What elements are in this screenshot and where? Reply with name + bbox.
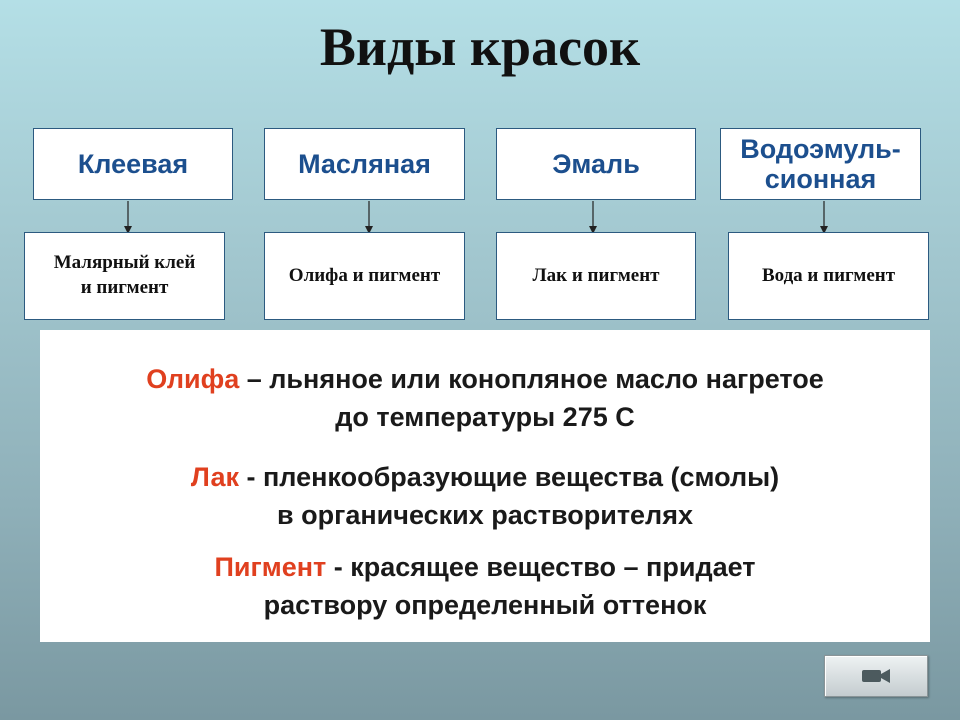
composition-line1: Олифа и пигмент xyxy=(288,264,441,286)
composition-line1: Вода и пигмент xyxy=(761,264,896,286)
definition-text: - пленкообразующие вещества (смолы) xyxy=(239,462,780,492)
composition-line1: Малярный клей xyxy=(53,252,196,274)
type-box-glue xyxy=(33,128,233,200)
type-label: Клеевая xyxy=(77,148,189,179)
definition-pigment xyxy=(40,548,930,624)
definition-term: Олифа xyxy=(146,364,240,394)
definition-line2: раствору определенный оттенок xyxy=(263,590,707,620)
composition-box-oil xyxy=(264,232,465,320)
slide-title: Виды красок xyxy=(319,17,641,77)
definition-line2: в органических растворителях xyxy=(277,500,693,530)
movie-camera-icon xyxy=(861,667,891,685)
composition-box-water-emulsion xyxy=(728,232,929,320)
type-box-oil xyxy=(264,128,465,200)
movie-nav-button[interactable] xyxy=(824,655,928,697)
type-label: Масляная xyxy=(298,148,431,179)
definition-text: – льняное или конопляное масло нагретое xyxy=(239,364,824,394)
definition-line1 xyxy=(40,458,930,496)
definition-lak xyxy=(40,458,930,534)
definition-olifa xyxy=(40,360,930,436)
type-box-water-emulsion xyxy=(720,128,921,200)
type-box-enamel xyxy=(496,128,696,200)
composition-line1: Лак и пигмент xyxy=(532,264,660,286)
definition-term: Пигмент xyxy=(214,552,327,582)
definition-text: - красящее вещество – придает xyxy=(326,552,756,582)
type-label: Эмаль xyxy=(552,148,640,179)
definition-line1 xyxy=(40,360,930,398)
composition-box-glue xyxy=(24,232,225,320)
composition-box-enamel xyxy=(496,232,696,320)
composition-line2: и пигмент xyxy=(80,277,169,298)
type-label-line1: Водоэмуль- xyxy=(740,133,901,164)
definition-line2: до температуры 275 С xyxy=(335,402,635,432)
type-label-line2: сионная xyxy=(764,164,877,194)
definitions-panel xyxy=(40,330,930,642)
definition-term: Лак xyxy=(190,462,239,492)
definition-line1 xyxy=(40,548,930,586)
